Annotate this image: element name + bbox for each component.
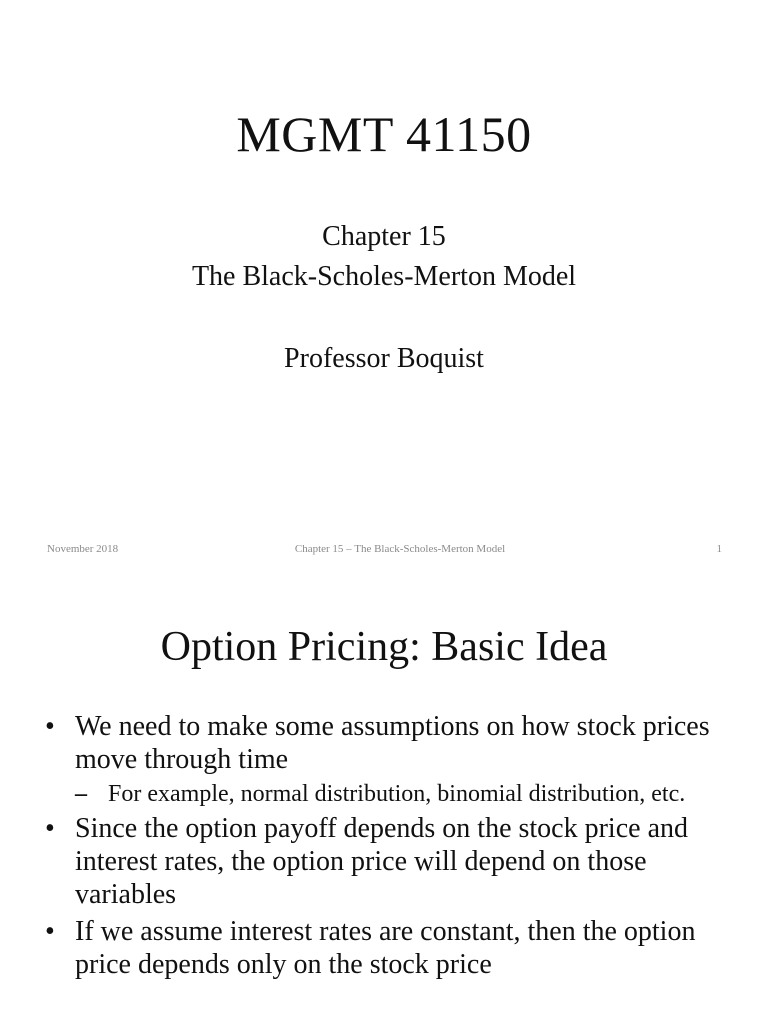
- professor-name: Professor Boquist: [284, 343, 484, 374]
- footer-chapter: Chapter 15 – The Black-Scholes-Merton Model: [294, 543, 506, 555]
- content-slide: [0, 576, 768, 1024]
- footer-date: November 2018: [47, 543, 119, 555]
- bullet-list: [43, 710, 743, 985]
- bullet-item: [43, 915, 743, 981]
- chapter-label: Chapter 15: [322, 221, 446, 252]
- sub-bullet-marker: –: [75, 781, 87, 807]
- bullet-text: We need to make some assumptions on how stock prices move through time: [75, 711, 710, 775]
- sub-bullet-text: For example, normal distribution, binomial distribution, etc.: [108, 781, 686, 807]
- model-title: The Black-Scholes-Merton Model: [191, 261, 577, 292]
- slide-title: Option Pricing: Basic Idea: [160, 624, 608, 670]
- bullet-item: [43, 710, 743, 808]
- bullet-text: If we assume interest rates are constant, then the option price depends only on the stock price: [75, 916, 696, 980]
- sub-bullet-item: [75, 780, 743, 808]
- bullet-marker: •: [45, 916, 55, 947]
- course-title: MGMT 41150: [236, 106, 532, 162]
- footer-page-number: 1: [716, 543, 722, 555]
- bullet-item: [43, 812, 743, 911]
- bullet-marker: •: [45, 711, 55, 742]
- bullet-text: Since the option payoff depends on the stock price and interest rates, the option price will depend on those variables: [75, 813, 688, 910]
- bullet-marker: •: [45, 813, 55, 844]
